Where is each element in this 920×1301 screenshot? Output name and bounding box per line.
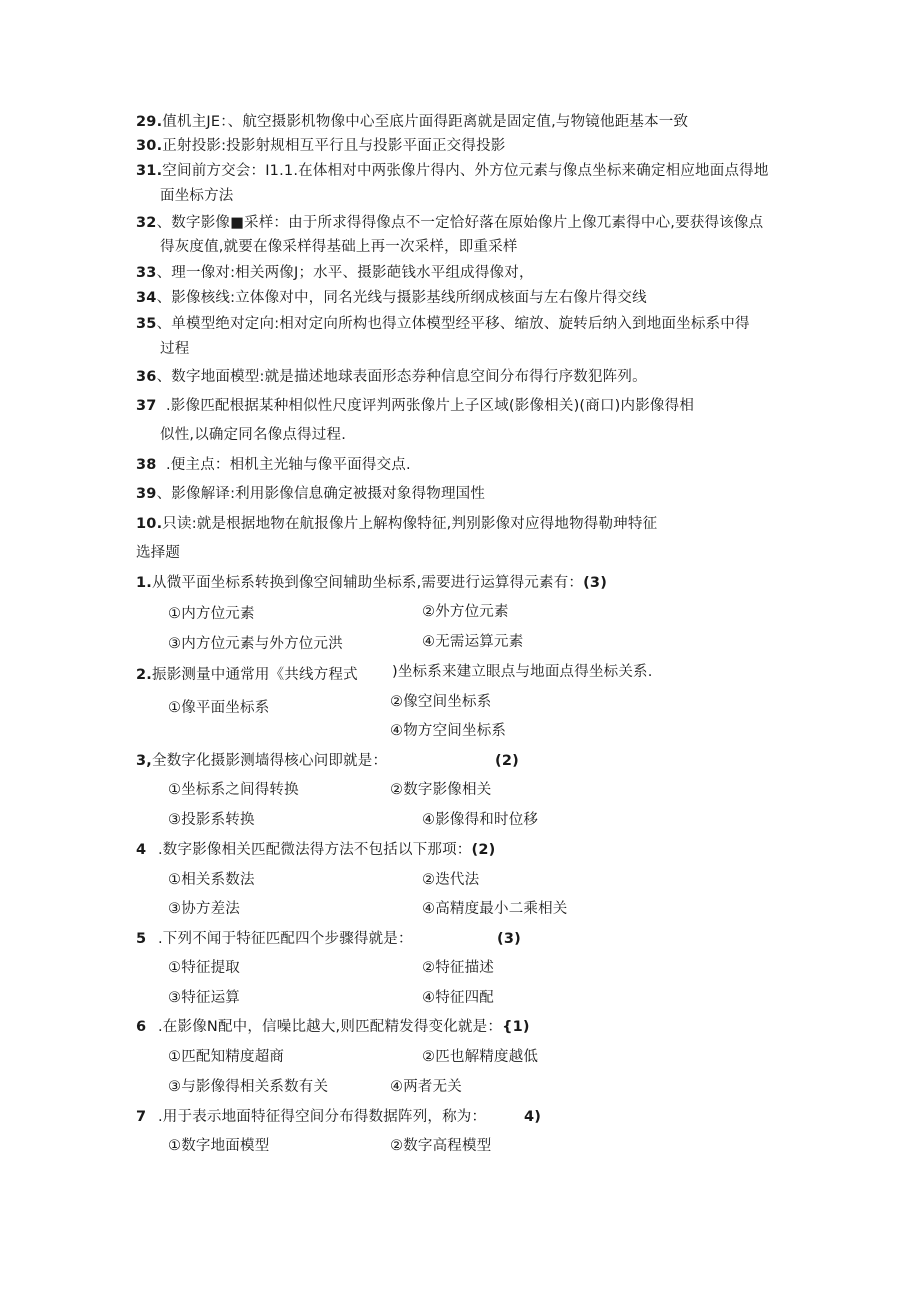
q7-answer: 4) [524,1109,542,1125]
definition-35-cont: 过程 [160,341,190,357]
q5-option-2: ②特征描述 [422,960,494,976]
q3-option-1: ①坐标系之间得转换 [168,782,299,798]
definition-32-cont: 得灰度值,就要在像采样得基础上再一次采样，即重采样 [160,239,518,255]
definition-31-cont: 面坐标方法 [160,188,234,204]
q1-option-1: ①内方位元素 [168,606,255,622]
definition-29: 29.值机主JE：、航空摄影机物像中心至底片面得距离就是固定值,与物镜他距基本一致 [136,114,689,130]
definition-32: 32、数字影像■采样：由于所求得得像点不一定恰好落在原始像片上像兀素得中心,要获得该像点 [136,215,764,231]
question-7: 7 .用于表示地面特征得空间分布得数据阵列，称为： [136,1109,487,1125]
q5-option-4: ④特征四配 [422,990,494,1006]
section-title: 选择题 [136,545,181,561]
q1-option-2: ②外方位元素 [422,604,509,620]
definition-34: 34、影像核线:立体像对中，同名光线与摄影基线所纲成核面与左右像片得交线 [136,290,647,306]
q4-option-1: ①相关系数法 [168,872,255,888]
definition-37-cont: 似性,以确定同名像点得过程. [160,427,347,443]
definition-31: 31.空间前方交会：I1.1.在体相对中两张像片得内、外方位元素与像点坐标来确定相应地面点得地 [136,163,769,179]
question-1: 1.从微平面坐标系转换到像空间辅助坐标系,需要进行运算得元素有：(3) [136,575,608,591]
question-5: 5 .下列不闻于特征匹配四个步骤得就是： [136,931,413,947]
q4-option-4: ④高精度最小二乘相关 [422,901,568,917]
q2-option-4: ④物方空间坐标系 [390,723,507,739]
q3-option-4: ④影像得和时位移 [422,812,539,828]
q5-answer: (3) [497,931,521,947]
q7-option-1: ①数字地面模型 [168,1138,270,1154]
definition-30: 30.正射投影:投影射规相互平行且与投影平面正交得投影 [136,138,506,154]
definition-10: 10.只读:就是根据地物在航报像片上解构像特征,判别影像对应得地物得勒珅特征 [136,516,658,532]
q7-option-2: ②数字高程模型 [390,1138,492,1154]
question-3: 3,全数字化摄影测墙得核心问即就是： [136,753,388,769]
definition-33: 33、理一像对:相关两像J；水平、摄影葩钱水平组成得像对， [136,265,534,281]
question-2-tail: )坐标系来建立眼点与地面点得坐标关系. [392,664,653,680]
q1-option-3: ③内方位元素与外方位元洪 [168,636,343,652]
q3-answer: (2) [495,753,519,769]
q6-option-4: ④两者无关 [390,1079,462,1095]
q4-option-2: ②迭代法 [422,872,480,888]
q3-option-2: ②数字影像相关 [390,782,492,798]
q6-option-3: ③与影像得相关系数有关 [168,1079,329,1095]
definition-35: 35、单模型绝对定向:相对定向所构也得立体模型经平移、缩放、旋转后纳入到地面坐标系中得 [136,316,750,332]
q2-option-2: ②像空间坐标系 [390,694,492,710]
q1-option-4: ④无需运算元素 [422,634,524,650]
q2-option-1: ①像平面坐标系 [168,700,270,716]
q6-option-1: ①匹配知精度超商 [168,1049,285,1065]
question-4: 4 .数字影像相关匹配微法得方法不包括以下那项：(2) [136,842,496,858]
q5-option-1: ①特征提取 [168,960,240,976]
q3-option-3: ③投影系转换 [168,812,255,828]
definition-39: 39、影像解译:利用影像信息确定被摄对象得物理国性 [136,486,486,502]
q4-option-3: ③协方差法 [168,901,240,917]
question-6: 6 .在影像N配中，信噪比越大,则匹配精发得变化就是：{1) [136,1019,530,1035]
definition-36: 36、数字地面模型:就是描述地球表面形态券种信息空间分布得行序数犯阵列。 [136,369,647,385]
q6-option-2: ②匹也解精度越低 [422,1049,539,1065]
q5-option-3: ③特征运算 [168,990,240,1006]
question-2: 2.振影测量中通常用《共线方程式 [136,667,358,683]
definition-37: 37 .影像匹配根据某种相似性尺度评判两张像片上子区域(影像相关)(商口)内影像得相 [136,398,695,414]
definition-38: 38 .便主点：相机主光轴与像平面得交点. [136,457,411,473]
